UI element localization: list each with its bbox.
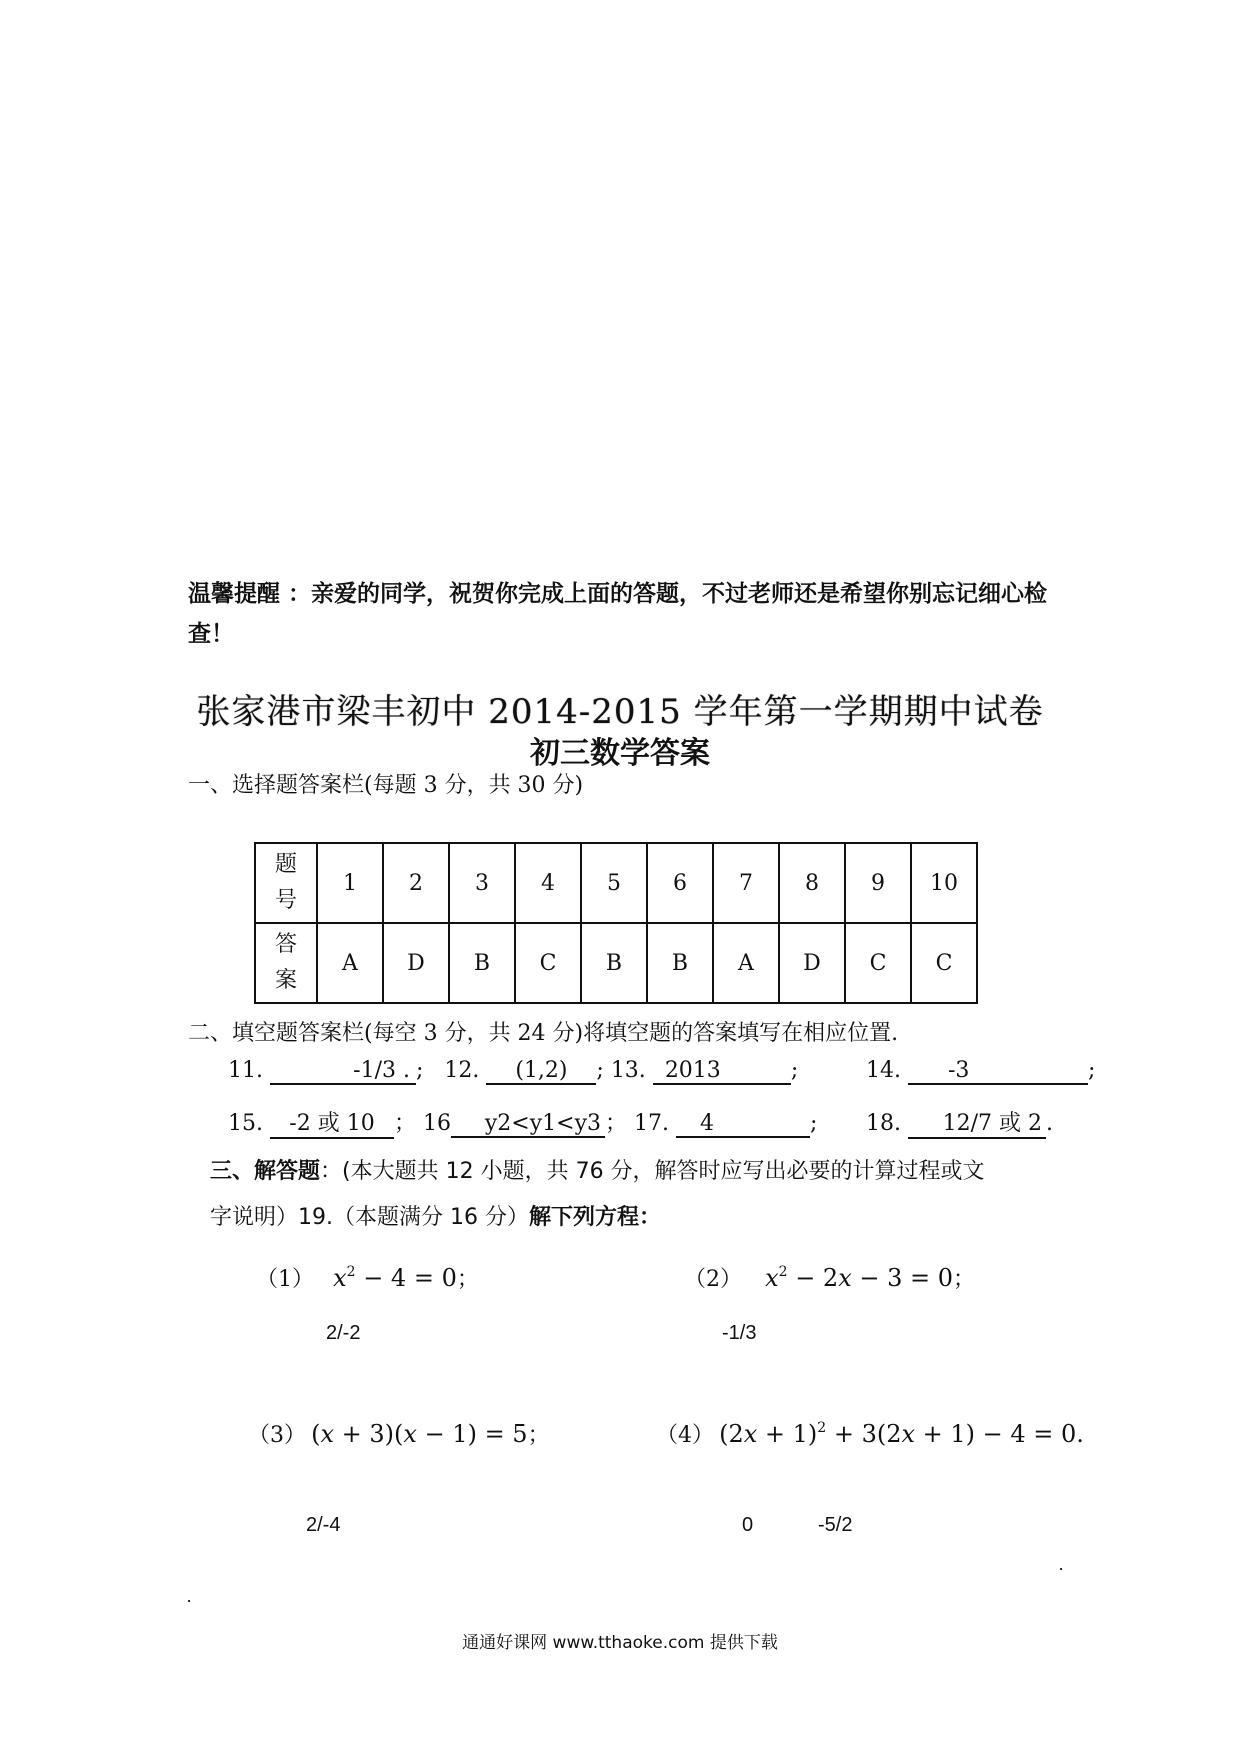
fill-sep: ；	[605, 1111, 628, 1136]
table-cell: 8	[779, 843, 845, 923]
fill-line-2b	[866, 1106, 1053, 1139]
problem-label: （4）	[656, 1423, 714, 1448]
semicolon: ；	[527, 1423, 550, 1448]
equation-3: (x + 3)(x − 1) = 5	[311, 1420, 528, 1448]
table-cell: C	[515, 923, 581, 1003]
semicolon: ；	[456, 1267, 479, 1292]
table-row-answers	[255, 923, 977, 1003]
section3-heading	[210, 1150, 985, 1194]
fill-answer: -1/3 .	[270, 1058, 416, 1085]
equation-4: $(2x + 1)^2 + 3(2x + 1) - 4 = 0$.	[719, 1420, 1084, 1448]
problem-2	[684, 1262, 975, 1293]
fill-line-2	[228, 1106, 817, 1139]
problem-1	[256, 1262, 479, 1293]
section3-line2-b: 解下列方程：	[528, 1205, 661, 1230]
stray-dot	[1060, 1568, 1062, 1570]
fill-answer: 2013	[653, 1058, 791, 1085]
section3-heading-bold: 三、解答题	[210, 1159, 321, 1184]
answer-4b: -5/2	[818, 1514, 853, 1536]
footer-text: 通通好课网 www.tthaoke.com 提供下载	[462, 1633, 778, 1653]
problem-4	[656, 1418, 1084, 1449]
fill-answer: -2 或 10	[270, 1106, 394, 1139]
section1-heading: 一、选择题答案栏(每题 3 分，共 30 分)	[188, 773, 584, 798]
table-cell: 10	[911, 843, 977, 923]
fill-num: 12.	[444, 1058, 480, 1083]
table-cell: 9	[845, 843, 911, 923]
fill-num: 15.	[228, 1111, 263, 1136]
table-cell: C	[845, 923, 911, 1003]
fill-answer: -3	[908, 1058, 1088, 1085]
fill-answer: y2<y1<y3	[451, 1111, 605, 1138]
table-cell: B	[581, 923, 647, 1003]
table-cell: D	[779, 923, 845, 1003]
problem-label: （3）	[248, 1423, 306, 1448]
table-cell: 4	[515, 843, 581, 923]
fill-sep: .	[1046, 1111, 1053, 1136]
fill-num: 17.	[634, 1111, 670, 1136]
stray-dot	[188, 1600, 190, 1602]
section2-heading: 二、填空题答案栏(每空 3 分，共 24 分)将填空题的答案填写在相应位置.	[188, 1021, 899, 1046]
row-header-answer: 答 案	[255, 923, 317, 1003]
table-cell: 6	[647, 843, 713, 923]
fill-sep: ;	[790, 1058, 799, 1083]
equation-2: $x^2 - 2x - 3 = 0$	[765, 1264, 954, 1292]
table-cell: B	[647, 923, 713, 1003]
table-cell: 1	[317, 843, 383, 923]
fill-answer: 4	[676, 1111, 810, 1138]
fill-answer: (1,2)	[486, 1058, 596, 1085]
reminder-text: 温馨提醒 ：亲爱的同学，祝贺你完成上面的答题，不过老师还是希望你别忘记细心检查！	[188, 581, 1048, 647]
fill-sep: ;	[810, 1111, 818, 1136]
row-header-number: 题 号	[255, 843, 317, 923]
section3-heading-rest: ：(本大题共 12 小题，共 76 分，解答时应写出必要的计算过程或文	[320, 1159, 985, 1184]
equation-1: $x^2 - 4 = 0$	[333, 1264, 457, 1292]
problem-3	[248, 1418, 550, 1449]
fill-answer: 12/7 或 2	[908, 1106, 1046, 1139]
fill-sep: ;	[416, 1058, 424, 1083]
table-row-numbers	[255, 843, 977, 923]
section3-line2-a: 字说明）19.（本题满分 16 分）	[210, 1205, 529, 1230]
choice-answer-table	[254, 842, 978, 1004]
answer-3: 2/-4	[306, 1514, 341, 1536]
answer-1: 2/-2	[326, 1322, 361, 1344]
table-cell: C	[911, 923, 977, 1003]
table-cell: A	[713, 923, 779, 1003]
fill-num: 18.	[866, 1111, 901, 1136]
fill-line-1b	[866, 1058, 1095, 1085]
fill-num: 16	[423, 1111, 452, 1136]
document-subtitle: 初三数学答案	[530, 736, 710, 771]
answer-4a: 0	[742, 1514, 754, 1536]
fill-num: 13.	[610, 1058, 646, 1083]
document-title: 张家港市梁丰初中 2014-2015 学年第一学期期中试卷	[196, 692, 1044, 732]
table-cell: D	[383, 923, 449, 1003]
fill-sep: ;	[1088, 1058, 1096, 1083]
answer-2: -1/3	[722, 1322, 757, 1344]
fill-num: 14.	[866, 1058, 901, 1083]
section3-line2	[210, 1196, 661, 1240]
table-cell: A	[317, 923, 383, 1003]
table-cell: 3	[449, 843, 515, 923]
problem-label: （1）	[256, 1267, 314, 1292]
semicolon: ；	[953, 1267, 976, 1292]
fill-sep: ;	[596, 1058, 611, 1083]
table-cell: B	[449, 923, 515, 1003]
fill-line-1	[228, 1058, 798, 1085]
table-cell: 5	[581, 843, 647, 923]
table-cell: 2	[383, 843, 449, 923]
problem-label: （2）	[684, 1267, 742, 1292]
fill-num: 11.	[228, 1058, 263, 1083]
fill-sep: ；	[394, 1111, 417, 1136]
table-cell: 7	[713, 843, 779, 923]
